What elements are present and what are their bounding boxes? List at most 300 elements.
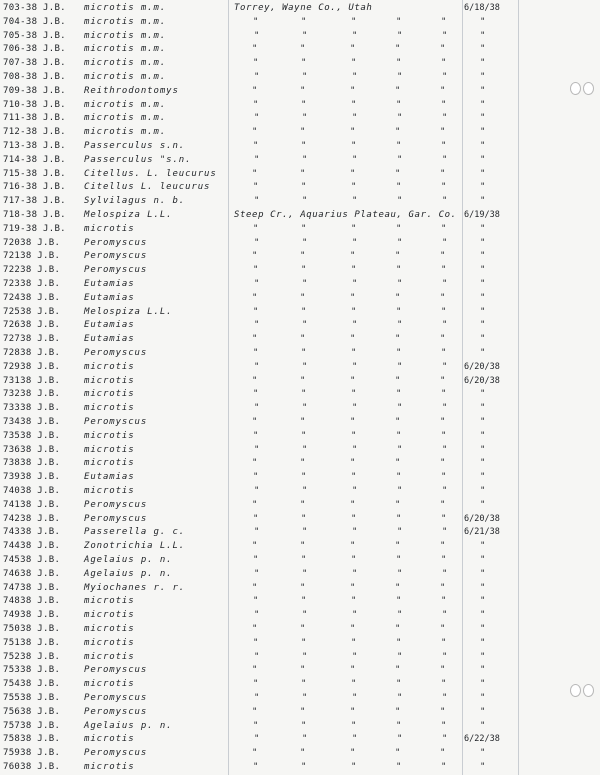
taxon-name: Reithrodontomys bbox=[84, 85, 179, 96]
ditto-mark: " bbox=[396, 182, 402, 193]
ditto-mark: " bbox=[253, 389, 259, 400]
ditto-mark: " bbox=[397, 527, 403, 538]
catalog-number: 703-38 J.B. bbox=[3, 3, 66, 13]
taxon-name: microtis bbox=[84, 430, 135, 441]
ditto-mark: " bbox=[395, 127, 401, 138]
ditto-mark: " bbox=[254, 610, 260, 621]
ditto-mark: " bbox=[351, 306, 357, 317]
ditto-mark: " bbox=[352, 403, 358, 414]
ditto-mark: " bbox=[252, 127, 258, 138]
ditto-mark: " bbox=[442, 568, 448, 579]
taxon-name: microtis m.m. bbox=[84, 113, 167, 124]
collection-date: 6/22/38 bbox=[464, 734, 500, 745]
catalog-number: 705-38 J.B. bbox=[3, 30, 66, 41]
catalog-number: 706-38 J.B. bbox=[3, 44, 66, 55]
table-row bbox=[0, 181, 600, 195]
table-row bbox=[0, 637, 600, 651]
collection-date: 6/20/38 bbox=[464, 375, 500, 386]
catalog-number: 72138 J.B. bbox=[3, 251, 61, 262]
catalog-number: 75538 J.B. bbox=[3, 693, 61, 703]
ditto-mark: " bbox=[301, 513, 307, 524]
ditto-mark: " bbox=[397, 486, 403, 496]
catalog-number: 707-38 J.B. bbox=[3, 58, 66, 69]
catalog-number: 717-38 J.B. bbox=[3, 196, 66, 207]
table-row bbox=[0, 30, 600, 44]
ditto-mark: " bbox=[301, 430, 307, 441]
ditto-mark: " bbox=[440, 499, 446, 510]
catalog-number: 708-38 J.B. bbox=[3, 72, 66, 82]
ditto-mark: " bbox=[300, 127, 306, 138]
table-row bbox=[0, 720, 600, 734]
ditto-mark: " bbox=[440, 582, 446, 593]
ditto-mark: " bbox=[397, 693, 403, 703]
taxon-name: microtis m.m. bbox=[84, 44, 167, 55]
ditto-mark: " bbox=[442, 444, 448, 455]
taxon-name: microtis bbox=[84, 223, 135, 234]
catalog-number: 72638 J.B. bbox=[3, 320, 61, 331]
ditto-mark: " bbox=[301, 348, 307, 358]
ditto-mark: " bbox=[253, 141, 259, 151]
taxon-name: Peromyscus bbox=[84, 513, 148, 524]
catalog-number: 75238 J.B. bbox=[3, 651, 61, 662]
table-row bbox=[0, 209, 600, 223]
ditto-mark: " bbox=[396, 430, 402, 441]
ditto-mark: " bbox=[441, 679, 447, 690]
ditto-mark: " bbox=[253, 472, 259, 483]
ditto-mark: " bbox=[396, 348, 402, 358]
ditto-mark: " bbox=[440, 541, 446, 552]
locality: Steep Cr., Aquarius Plateau, Gar. Co. bbox=[234, 210, 457, 220]
ditto-mark: " bbox=[350, 85, 356, 96]
catalog-number: 72838 J.B. bbox=[3, 348, 61, 358]
ditto-mark: " bbox=[300, 44, 306, 55]
table-row bbox=[0, 85, 600, 99]
ditto-mark: " bbox=[300, 541, 306, 552]
catalog-number: 72038 J.B. bbox=[3, 237, 61, 248]
ditto-mark: " bbox=[302, 279, 308, 289]
ditto-mark: " bbox=[480, 182, 486, 193]
catalog-number: 73138 J.B. bbox=[3, 375, 61, 386]
table-row bbox=[0, 154, 600, 168]
ditto-mark: " bbox=[480, 99, 486, 110]
ditto-mark: " bbox=[254, 734, 260, 745]
catalog-number: 75438 J.B. bbox=[3, 679, 61, 690]
table-row bbox=[0, 664, 600, 678]
ditto-mark: " bbox=[301, 637, 307, 648]
catalog-number: 72738 J.B. bbox=[3, 334, 61, 345]
ditto-mark: " bbox=[395, 168, 401, 179]
ditto-mark: " bbox=[301, 223, 307, 234]
table-row bbox=[0, 237, 600, 251]
ditto-mark: " bbox=[254, 651, 260, 662]
ditto-mark: " bbox=[395, 748, 401, 759]
table-row bbox=[0, 568, 600, 582]
ditto-mark: " bbox=[352, 361, 358, 372]
taxon-name: Melospiza L.L. bbox=[84, 210, 173, 220]
table-row bbox=[0, 375, 600, 389]
catalog-number: 72538 J.B. bbox=[3, 306, 61, 317]
catalog-number: 76038 J.B. bbox=[3, 762, 61, 772]
catalog-number: 711-38 J.B. bbox=[3, 113, 66, 124]
ditto-mark: " bbox=[351, 555, 357, 565]
ditto-mark: " bbox=[351, 430, 357, 441]
table-row bbox=[0, 416, 600, 430]
table-row bbox=[0, 195, 600, 209]
ditto-mark: " bbox=[301, 720, 307, 731]
table-row bbox=[0, 250, 600, 264]
ditto-mark: " bbox=[301, 182, 307, 193]
ditto-mark: " bbox=[395, 44, 401, 55]
ditto-mark: " bbox=[441, 99, 447, 110]
ditto-mark: " bbox=[441, 596, 447, 607]
table-row bbox=[0, 513, 600, 527]
ditto-mark: " bbox=[440, 127, 446, 138]
ditto-mark: " bbox=[480, 58, 486, 69]
ditto-mark: " bbox=[300, 624, 306, 634]
ditto-mark: " bbox=[253, 513, 259, 524]
catalog-number: 72338 J.B. bbox=[3, 279, 61, 289]
ditto-mark: " bbox=[352, 320, 358, 331]
ditto-mark: " bbox=[396, 306, 402, 317]
collection-date: 6/19/38 bbox=[464, 210, 500, 220]
ditto-mark: " bbox=[301, 99, 307, 110]
taxon-name: Agelaius p. n. bbox=[84, 720, 173, 731]
table-row bbox=[0, 57, 600, 71]
taxon-name: Peromyscus bbox=[84, 693, 148, 703]
ditto-mark: " bbox=[396, 679, 402, 690]
ditto-mark: " bbox=[302, 651, 308, 662]
ditto-mark: " bbox=[480, 472, 486, 483]
ditto-mark: " bbox=[396, 637, 402, 648]
ditto-mark: " bbox=[442, 527, 448, 538]
ditto-mark: " bbox=[397, 196, 403, 207]
taxon-name: Peromyscus bbox=[84, 348, 148, 358]
ditto-mark: " bbox=[301, 555, 307, 565]
catalog-number: 75838 J.B. bbox=[3, 734, 61, 745]
ditto-mark: " bbox=[397, 154, 403, 165]
table-row bbox=[0, 306, 600, 320]
ditto-mark: " bbox=[441, 513, 447, 524]
ditto-mark: " bbox=[396, 555, 402, 565]
taxon-name: Peromyscus bbox=[84, 265, 148, 276]
ditto-mark: " bbox=[300, 706, 306, 717]
ditto-mark: " bbox=[253, 16, 259, 27]
taxon-name: Peromyscus bbox=[84, 748, 148, 759]
ditto-mark: " bbox=[395, 458, 401, 469]
ditto-mark: " bbox=[301, 306, 307, 317]
ditto-mark: " bbox=[480, 651, 486, 662]
ditto-mark: " bbox=[480, 720, 486, 731]
ditto-mark: " bbox=[254, 568, 260, 579]
ditto-mark: " bbox=[442, 320, 448, 331]
ditto-mark: " bbox=[480, 555, 486, 565]
ditto-mark: " bbox=[352, 693, 358, 703]
taxon-name: microtis bbox=[84, 444, 135, 455]
catalog-number: 73838 J.B. bbox=[3, 458, 61, 469]
ditto-mark: " bbox=[396, 265, 402, 276]
catalog-number: 712-38 J.B. bbox=[3, 127, 66, 138]
ditto-mark: " bbox=[352, 444, 358, 455]
catalog-number: 713-38 J.B. bbox=[3, 141, 66, 151]
ditto-mark: " bbox=[351, 720, 357, 731]
ditto-mark: " bbox=[480, 72, 486, 82]
ditto-mark: " bbox=[302, 196, 308, 207]
taxon-name: microtis m.m. bbox=[84, 72, 167, 82]
catalog-number: 73938 J.B. bbox=[3, 472, 61, 483]
ditto-mark: " bbox=[441, 141, 447, 151]
ditto-mark: " bbox=[397, 651, 403, 662]
table-row bbox=[0, 333, 600, 347]
table-row bbox=[0, 678, 600, 692]
collection-date: 6/18/38 bbox=[464, 3, 500, 13]
table-row bbox=[0, 16, 600, 30]
taxon-name: Passerculus s.n. bbox=[84, 141, 186, 151]
ditto-mark: " bbox=[441, 472, 447, 483]
ditto-mark: " bbox=[440, 292, 446, 303]
taxon-name: Eutamias bbox=[84, 292, 135, 303]
taxon-name: microtis m.m. bbox=[84, 3, 167, 13]
ditto-mark: " bbox=[396, 58, 402, 69]
ditto-mark: " bbox=[352, 154, 358, 165]
ditto-mark: " bbox=[480, 113, 486, 124]
ditto-mark: " bbox=[352, 72, 358, 82]
ditto-mark: " bbox=[442, 72, 448, 82]
ditto-mark: " bbox=[441, 223, 447, 234]
ditto-mark: " bbox=[302, 113, 308, 124]
catalog-number: 72438 J.B. bbox=[3, 292, 61, 303]
ditto-mark: " bbox=[252, 582, 258, 593]
catalog-number: 74538 J.B. bbox=[3, 555, 61, 565]
ditto-mark: " bbox=[480, 693, 486, 703]
ditto-mark: " bbox=[254, 486, 260, 496]
ditto-mark: " bbox=[300, 375, 306, 386]
ditto-mark: " bbox=[442, 30, 448, 41]
ditto-mark: " bbox=[480, 596, 486, 607]
catalog-number: 75738 J.B. bbox=[3, 720, 61, 731]
ditto-mark: " bbox=[252, 665, 258, 676]
ditto-mark: " bbox=[441, 389, 447, 400]
taxon-name: microtis bbox=[84, 486, 135, 496]
taxon-name: microtis bbox=[84, 679, 135, 690]
ditto-mark: " bbox=[254, 113, 260, 124]
ditto-mark: " bbox=[253, 306, 259, 317]
ditto-mark: " bbox=[253, 762, 259, 772]
collection-date: 6/20/38 bbox=[464, 513, 500, 524]
ditto-mark: " bbox=[480, 417, 486, 427]
table-row bbox=[0, 126, 600, 140]
ditto-mark: " bbox=[350, 375, 356, 386]
catalog-number: 74938 J.B. bbox=[3, 610, 61, 621]
catalog-number: 74238 J.B. bbox=[3, 513, 61, 524]
ditto-mark: " bbox=[253, 555, 259, 565]
ditto-mark: " bbox=[351, 679, 357, 690]
ditto-mark: " bbox=[254, 30, 260, 41]
catalog-number: 73338 J.B. bbox=[3, 403, 61, 414]
ditto-mark: " bbox=[396, 762, 402, 772]
ditto-mark: " bbox=[300, 458, 306, 469]
ditto-mark: " bbox=[302, 527, 308, 538]
ditto-mark: " bbox=[395, 665, 401, 676]
ditto-mark: " bbox=[440, 85, 446, 96]
catalog-number: 75338 J.B. bbox=[3, 665, 61, 676]
ditto-mark: " bbox=[351, 389, 357, 400]
ditto-mark: " bbox=[352, 30, 358, 41]
ditto-mark: " bbox=[480, 16, 486, 27]
ditto-mark: " bbox=[440, 624, 446, 634]
ditto-mark: " bbox=[395, 706, 401, 717]
ditto-mark: " bbox=[253, 58, 259, 69]
taxon-name: microtis bbox=[84, 651, 135, 662]
ditto-mark: " bbox=[396, 596, 402, 607]
ditto-mark: " bbox=[480, 348, 486, 358]
ditto-mark: " bbox=[440, 665, 446, 676]
catalog-number: 74438 J.B. bbox=[3, 541, 61, 552]
ditto-mark: " bbox=[253, 223, 259, 234]
ditto-mark: " bbox=[254, 154, 260, 165]
ditto-mark: " bbox=[302, 30, 308, 41]
catalog-number: 719-38 J.B. bbox=[3, 223, 66, 234]
ditto-mark: " bbox=[301, 679, 307, 690]
ditto-mark: " bbox=[254, 279, 260, 289]
taxon-name: Zonotrichia L.L. bbox=[84, 541, 186, 552]
table-row bbox=[0, 747, 600, 761]
ditto-mark: " bbox=[300, 417, 306, 427]
ditto-mark: " bbox=[397, 734, 403, 745]
ditto-mark: " bbox=[480, 30, 486, 41]
ditto-mark: " bbox=[253, 182, 259, 193]
table-row bbox=[0, 623, 600, 637]
ditto-mark: " bbox=[397, 444, 403, 455]
table-row bbox=[0, 140, 600, 154]
ditto-mark: " bbox=[302, 154, 308, 165]
ditto-mark: " bbox=[440, 44, 446, 55]
ditto-mark: " bbox=[480, 706, 486, 717]
ditto-mark: " bbox=[254, 320, 260, 331]
table-row bbox=[0, 264, 600, 278]
taxon-name: Peromyscus bbox=[84, 237, 148, 248]
ditto-mark: " bbox=[480, 141, 486, 151]
table-row bbox=[0, 444, 600, 458]
catalog-number: 74638 J.B. bbox=[3, 568, 61, 579]
ditto-mark: " bbox=[302, 693, 308, 703]
ditto-mark: " bbox=[300, 748, 306, 759]
catalog-number: 704-38 J.B. bbox=[3, 16, 66, 27]
ditto-mark: " bbox=[254, 237, 260, 248]
ditto-mark: " bbox=[301, 58, 307, 69]
ditto-mark: " bbox=[480, 154, 486, 165]
ditto-mark: " bbox=[252, 251, 258, 262]
ditto-mark: " bbox=[480, 430, 486, 441]
ditto-mark: " bbox=[480, 196, 486, 207]
collection-date: 6/20/38 bbox=[464, 361, 500, 372]
ditto-mark: " bbox=[441, 430, 447, 441]
ditto-mark: " bbox=[480, 582, 486, 593]
ditto-mark: " bbox=[302, 568, 308, 579]
taxon-name: Agelaius p. n. bbox=[84, 555, 173, 565]
taxon-name: microtis bbox=[84, 361, 135, 372]
ditto-mark: " bbox=[350, 44, 356, 55]
ditto-mark: " bbox=[254, 361, 260, 372]
ditto-mark: " bbox=[253, 679, 259, 690]
table-row bbox=[0, 112, 600, 126]
ditto-mark: " bbox=[300, 251, 306, 262]
table-row bbox=[0, 347, 600, 361]
ditto-mark: " bbox=[350, 251, 356, 262]
ditto-mark: " bbox=[252, 458, 258, 469]
catalog-number: 75638 J.B. bbox=[3, 706, 61, 717]
ditto-mark: " bbox=[397, 30, 403, 41]
ditto-mark: " bbox=[302, 610, 308, 621]
ditto-mark: " bbox=[352, 651, 358, 662]
ditto-mark: " bbox=[351, 99, 357, 110]
taxon-name: Peromyscus bbox=[84, 417, 148, 427]
ditto-mark: " bbox=[396, 99, 402, 110]
taxon-name: Eutamias bbox=[84, 279, 135, 289]
taxon-name: Peromyscus bbox=[84, 706, 148, 717]
catalog-number: 714-38 J.B. bbox=[3, 154, 66, 165]
ditto-mark: " bbox=[351, 637, 357, 648]
ditto-mark: " bbox=[397, 237, 403, 248]
ditto-mark: " bbox=[302, 486, 308, 496]
ditto-mark: " bbox=[351, 223, 357, 234]
ditto-mark: " bbox=[301, 16, 307, 27]
ditto-mark: " bbox=[397, 320, 403, 331]
ditto-mark: " bbox=[351, 596, 357, 607]
taxon-name: microtis bbox=[84, 637, 135, 648]
ditto-mark: " bbox=[352, 568, 358, 579]
table-row bbox=[0, 582, 600, 596]
taxon-name: Citellus L. leucurus bbox=[84, 182, 211, 193]
ditto-mark: " bbox=[350, 541, 356, 552]
table-row bbox=[0, 402, 600, 416]
catalog-number: 716-38 J.B. bbox=[3, 182, 66, 193]
ditto-mark: " bbox=[480, 127, 486, 138]
ditto-mark: " bbox=[480, 486, 486, 496]
table-row bbox=[0, 499, 600, 513]
catalog-number: 710-38 J.B. bbox=[3, 99, 66, 110]
ditto-mark: " bbox=[441, 720, 447, 731]
ditto-mark: " bbox=[254, 196, 260, 207]
taxon-name: Myiochanes r. r. bbox=[84, 582, 186, 593]
ditto-mark: " bbox=[480, 762, 486, 772]
taxon-name: microtis m.m. bbox=[84, 127, 167, 138]
taxon-name: Eutamias bbox=[84, 334, 135, 345]
ditto-mark: " bbox=[442, 486, 448, 496]
ditto-mark: " bbox=[253, 348, 259, 358]
taxon-name: microtis bbox=[84, 734, 135, 745]
ditto-mark: " bbox=[253, 596, 259, 607]
catalog-number: 74138 J.B. bbox=[3, 499, 61, 510]
ditto-mark: " bbox=[351, 58, 357, 69]
ditto-mark: " bbox=[351, 762, 357, 772]
ditto-mark: " bbox=[350, 334, 356, 345]
ditto-mark: " bbox=[302, 320, 308, 331]
catalog-number: 715-38 J.B. bbox=[3, 168, 66, 179]
ditto-mark: " bbox=[397, 72, 403, 82]
catalog-number: 72938 J.B. bbox=[3, 361, 61, 372]
ditto-mark: " bbox=[440, 458, 446, 469]
catalog-number: 73238 J.B. bbox=[3, 389, 61, 400]
ditto-mark: " bbox=[442, 113, 448, 124]
catalog-number: 73538 J.B. bbox=[3, 430, 61, 441]
ditto-mark: " bbox=[351, 182, 357, 193]
ditto-mark: " bbox=[252, 499, 258, 510]
ditto-mark: " bbox=[480, 679, 486, 690]
taxon-name: microtis m.m. bbox=[84, 16, 167, 27]
taxon-name: Eutamias bbox=[84, 320, 135, 331]
table-row bbox=[0, 733, 600, 747]
ditto-mark: " bbox=[350, 417, 356, 427]
